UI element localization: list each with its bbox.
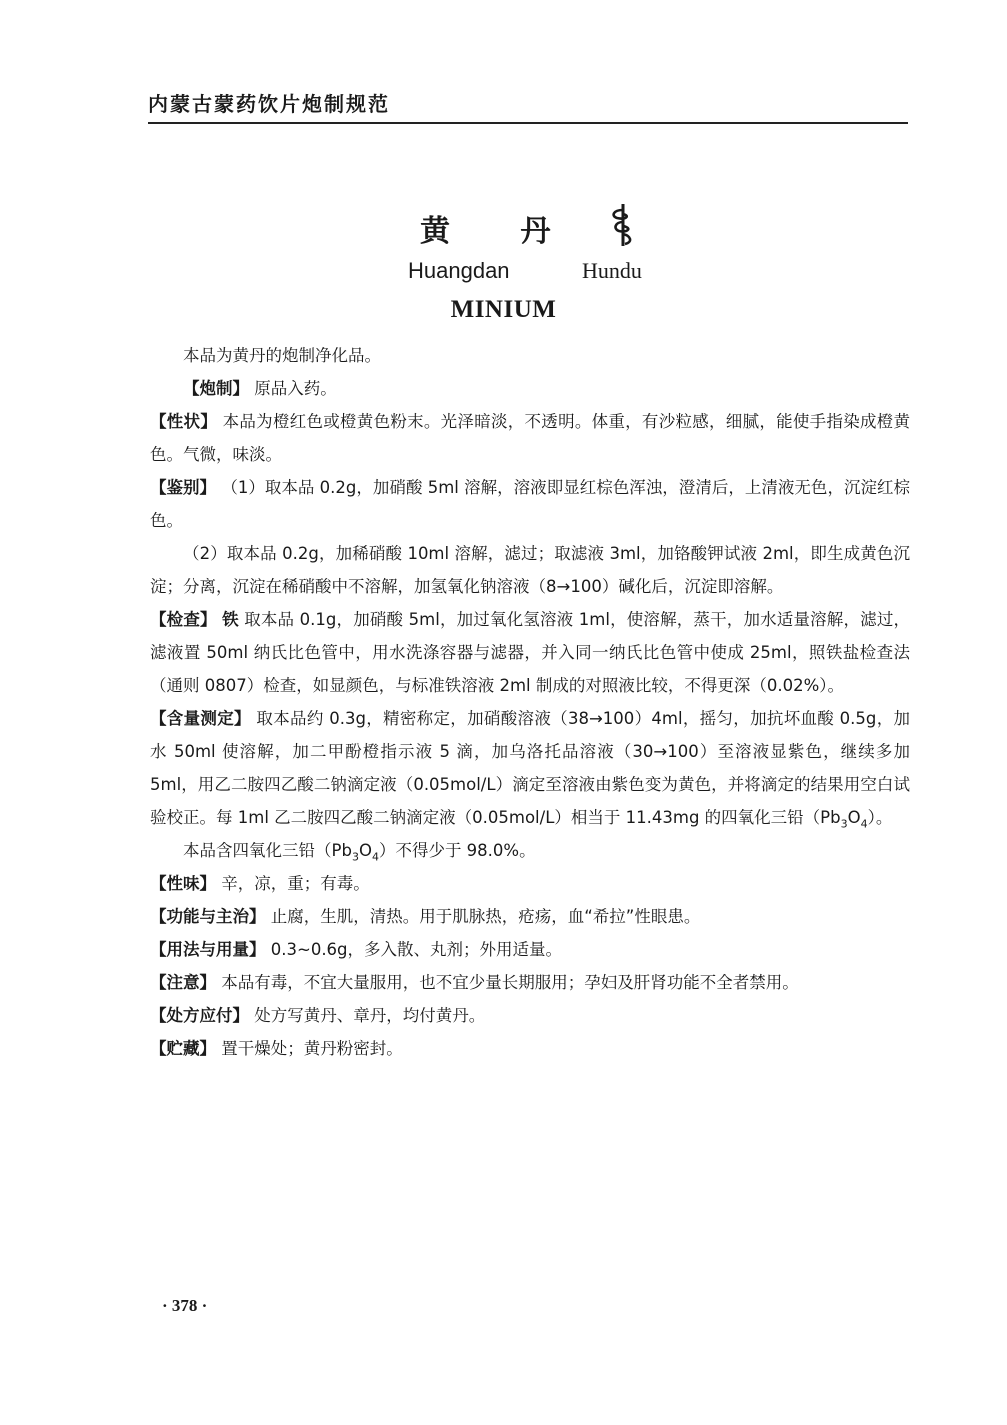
section-jiancha (150, 603, 910, 702)
section-chufang (150, 999, 910, 1032)
subscript: 3 (351, 850, 359, 864)
section-jianbie-2: （2）取本品 0.2g，加稀硝酸 10ml 溶解，滤过；取滤液 3ml，加铬酸钾试液 2ml，即生成黄色沉淀；分离，沉淀在稀硝酸中不溶解，加氢氧化钠溶液（8→100）碱化后，沉淀即溶解。 (150, 544, 910, 596)
section-label: 【处方应付】 (150, 1006, 249, 1025)
section-label: 【鉴别】 (150, 478, 217, 497)
section-yongfa (150, 933, 910, 966)
section-hanliang-2 (150, 834, 910, 867)
section-text: 辛，凉，重；有毒。 (221, 874, 370, 893)
section-label: 【贮藏】 (150, 1039, 216, 1058)
subscript: 4 (860, 817, 868, 831)
entry-title-pinyin: Huangdan (408, 258, 510, 283)
section-label: 【用法与用量】 (150, 940, 266, 959)
section-zhuyi (150, 966, 910, 999)
subscript: 4 (371, 850, 379, 864)
section-xingwei (150, 867, 910, 900)
section-text: ）。 (867, 808, 893, 827)
section-label: 【检查】 (150, 610, 217, 629)
entry-title-chinese: 黄 丹 (420, 214, 581, 249)
section-text: 取本品约 0.3g，精密称定，加硝酸溶液（38→100）4ml，摇匀，加抗坏血酸 0.5g，加水 50ml 使溶解，加二甲酚橙指示液 5 滴，加乌洛托品溶液（30→100）至溶液显紫色，继续多加 5ml，用乙二胺四乙酸二钠滴定液（0.05mol/L）滴定至溶液由紫色变为黄色，并将滴定的结果用空白试验校正。每 1ml 乙二胺四乙酸二钠滴定液（0.05mol/L）相当于 11.43mg 的四氧化三铅（Pb (150, 709, 911, 827)
section-zhucang (150, 1032, 910, 1065)
mongolian-script-icon (605, 202, 639, 248)
section-text: 原品入药。 (254, 379, 337, 398)
section-xingzhuang (150, 405, 910, 471)
section-text: ）不得少于 98.0%。 (378, 841, 536, 860)
running-header: 内蒙古蒙药饮片炮制规范 (148, 92, 390, 116)
section-text: 0.3~0.6g，多入散、丸剂；外用适量。 (270, 940, 563, 959)
header-rule (148, 122, 908, 124)
section-text: 取本品 0.1g，加硝酸 5ml，加过氧化氢溶液 1ml，使溶解，蒸干，加水适量溶解，滤过，滤液置 50ml 纳氏比色管中，用水洗涤容器与滤器，并入同一纳氏比色管中使成 25ml，照铁盐检查法（通则 0807）检查，如显颜色，与标准铁溶液 2ml 制成的对照液比较，不得更深（0.02%）。 (150, 610, 910, 695)
section-text: O (358, 841, 372, 860)
section-sublabel: 铁 (222, 610, 239, 629)
section-label: 【性味】 (150, 874, 216, 893)
entry-title-latin: MINIUM (450, 296, 557, 323)
section-label: 【功能与主治】 (150, 907, 266, 926)
section-text: 止腐，生肌，清热。用于肌脉热，疮疡，血“希拉”性眼患。 (270, 907, 701, 926)
section-text: O (847, 808, 861, 827)
section-text: （1）取本品 0.2g，加硝酸 5ml 溶解，溶液即显红棕色浑浊，澄清后，上清液无色，沉淀红棕色。 (150, 478, 910, 530)
section-text: 本品含四氧化三铅（Pb (183, 841, 352, 860)
entry-title-transliteration: Hundu (582, 258, 642, 283)
section-text: 置干燥处；黄丹粉密封。 (221, 1039, 403, 1058)
subscript: 3 (840, 817, 848, 831)
section-label: 【炮制】 (183, 379, 249, 398)
entry-body (150, 339, 910, 1065)
section-text: 本品为橙红色或橙黄色粉末。光泽暗淡，不透明。体重，有沙粒感，细腻，能使手指染成橙黄色。气微，味淡。 (150, 412, 911, 464)
section-hanliang (150, 702, 910, 834)
section-jianbie (150, 471, 910, 537)
section-text: 本品有毒，不宜大量服用，也不宜少量长期服用；孕妇及肝肾功能不全者禁用。 (221, 973, 799, 992)
section-paozhi (150, 372, 910, 405)
section-label: 【性状】 (150, 412, 218, 431)
intro-paragraph: 本品为黄丹的炮制净化品。 (183, 346, 381, 365)
section-label: 【注意】 (150, 973, 216, 992)
section-text: 处方写黄丹、章丹，均付黄丹。 (254, 1006, 486, 1025)
section-label: 【含量测定】 (150, 709, 251, 728)
section-gongneng (150, 900, 910, 933)
page-number: · 378 · (162, 1296, 208, 1315)
